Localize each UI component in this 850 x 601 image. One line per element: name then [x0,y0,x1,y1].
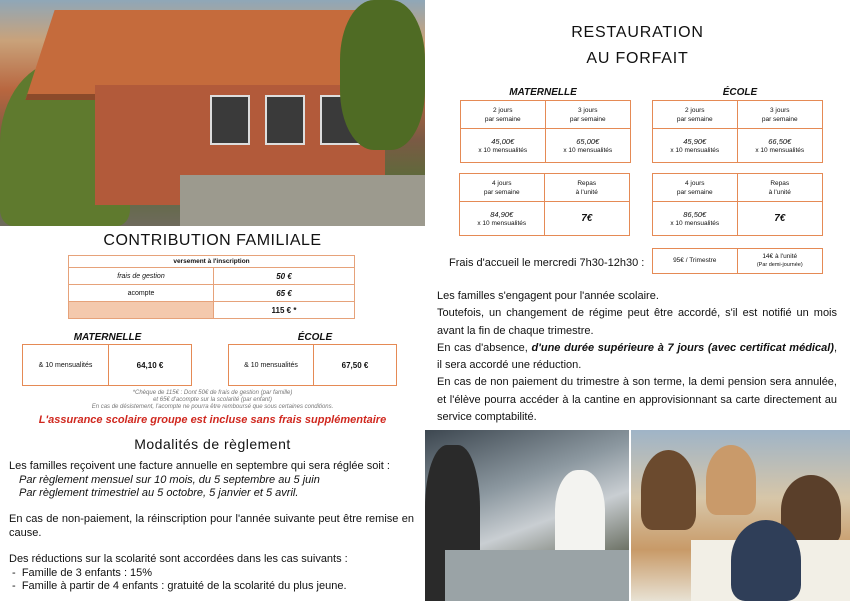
title-line: AU FORFAIT [586,50,689,67]
plan-price: 86,50€ x 10 mensualités [653,202,738,235]
wednesday-care-label: Frais d'accueil le mercredi 7h30-12h30 : [449,257,645,269]
inscription-table [68,255,355,319]
restauration-title [425,20,850,72]
inscription-header: versement à l'inscription [69,256,355,268]
note-line: En cas de désistement, l'acompte ne pourra être remboursé que sous certaines conditions. [91,404,334,411]
fee-label: frais de gestion [69,268,214,285]
maternelle-fee-label: & 10 mensualités [23,345,109,385]
ecole-fee-label: & 10 mensualités [229,345,314,385]
payment-option: Par règlement trimestriel au 5 octobre, 5 janvier et 5 avril. [19,487,299,499]
payment-option: Par règlement mensuel sur 10 mois, du 5 septembre au 5 juin [19,473,320,486]
plan-header: Repas à l'unité [738,174,823,202]
reduction-item: - Famille de 3 enfants : 15% [9,566,153,579]
maternelle-heading: MATERNELLE [509,87,577,98]
care-quarter-price: 95€ / Trimestre [653,249,738,273]
non-payment-text: En cas de non-paiement, la réinscription pour l'année suivante peut être remise en cause. [9,513,414,539]
plan-header: 3 jours par semaine [738,101,823,129]
plan-price: 7€ [581,213,593,224]
paragraph: Les familles reçoivent une facture annuelle en septembre qui sera réglée soit : [9,460,390,472]
payment-terms-text [9,460,414,501]
plan-header: 4 jours par semaine [460,174,545,202]
ecole-fee-value: 67,50 € [341,360,369,370]
plan-price: 66,50€ x 10 mensualités [755,136,805,154]
plan-header: 4 jours par semaine [653,174,738,202]
ecole-plan-grid [652,173,823,236]
fee-label [69,302,214,319]
contribution-title: CONTRIBUTION FAMILIALE [103,232,322,249]
note-line: *Chèque de 115€ : Dont 50€ de frais de gestion (par famille) [132,390,293,396]
reduction-item: - Famille à partir de 4 enfants : gratuité de la scolarité du plus jeune. [9,580,347,592]
reductions-text [9,553,414,594]
children-eating-photo [631,430,850,601]
ecole-plan-grid [652,100,823,163]
payment-terms-title: Modalités de règlement [134,436,291,452]
paragraph: Les familles s'engagent pour l'année scolaire. [437,290,659,302]
fee-value: 65 € [214,285,355,302]
paragraph: Des réductions sur la scolarité sont accordées dans les cas suivants : [9,553,348,565]
table-row [69,268,355,285]
care-unit-price: 14€ à l'unité (Par demi-journée) [756,253,803,268]
paragraph: Toutefois, un changement de régime peut être accordé, s'il est notifié un mois avant la fin de chaque trimestre. [437,307,837,337]
plan-price: 45,90€ x 10 mensualités [653,129,738,162]
canteen-kitchen-photo [425,430,629,601]
ecole-heading: ÉCOLE [722,87,758,98]
fee-value: 50 € [214,268,355,285]
maternelle-heading: MATERNELLE [73,332,142,343]
fee-label: acompte [69,285,214,302]
fee-notes [20,390,405,412]
plan-price: 7€ [774,213,786,224]
plan-price: 45,00€ x 10 mensualités [461,129,546,162]
title-line: RESTAURATION [571,24,704,41]
maternelle-fee-value: 64,10 € [136,360,164,370]
school-building-photo [0,0,425,226]
fee-total: 115 € * [214,302,355,319]
paragraph: En cas d'absence, d'une durée supérieure à 7 jours (avec certificat médical), il sera accordé une réduction. [437,341,837,372]
maternelle-plan-grid [460,100,631,163]
plan-header: 2 jours par semaine [653,101,738,129]
table-row [69,302,355,319]
maternelle-fee-box [22,344,192,386]
plan-price: 84,90€ x 10 mensualités [460,202,545,235]
canteen-terms-text [437,288,837,426]
insurance-notice: L'assurance scolaire groupe est incluse sans frais supplémentaire [38,414,387,426]
maternelle-plan-grid [459,173,630,236]
paragraph: En cas de non paiement du trimestre à son terme, la demi pension sera annulée, et l'élève pourra accéder à la cantine en approvisionnant sa carte directement au service comptabilité. [437,376,837,424]
plan-header: 2 jours par semaine [461,101,546,129]
ecole-heading: ÉCOLE [297,332,333,343]
plan-header: 3 jours par semaine [546,101,631,129]
plan-header: Repas à l'unité [545,174,630,202]
plan-price: 65,00€ x 10 mensualités [563,136,613,154]
wednesday-care-box [652,248,823,274]
ecole-fee-box [228,344,397,386]
table-row [69,285,355,302]
note-line: et 65€ d'acompte sur la scolarité (par enfant) [153,397,272,404]
